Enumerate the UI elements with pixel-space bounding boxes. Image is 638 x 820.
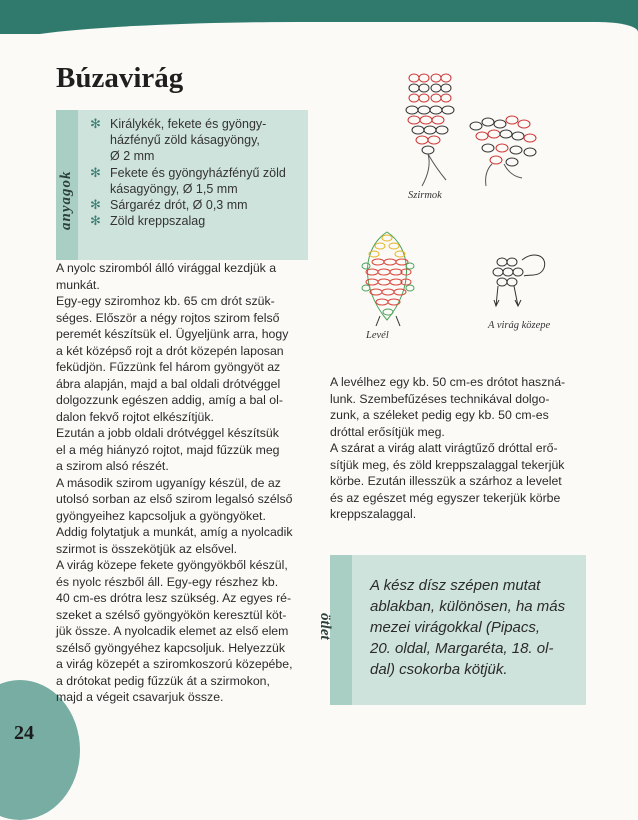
materials-item: [90, 116, 304, 165]
materials-line: Ø 2 mm: [110, 149, 155, 164]
petals-diagram: [392, 68, 552, 193]
center-caption: A virág közepe: [488, 320, 551, 331]
leaf-caption: Levél: [366, 330, 389, 341]
materials-line: Királykék, fekete és gyöngy-: [110, 117, 267, 131]
materials-line: Sárgaréz drót, Ø 0,3 mm: [110, 198, 248, 213]
materials-line: Fekete és gyöngyházfényű zöld: [110, 165, 286, 180]
instructions-right: [330, 374, 592, 523]
tip-line: mezei virágokkal (Pipacs,: [370, 619, 541, 636]
materials-line: házfényű zöld kásagyöngy,: [110, 133, 260, 148]
materials-item: [90, 213, 304, 229]
text-line: A nyolc sziromból álló virággal kezdjük a: [56, 261, 277, 275]
asterisk-icon: ✻: [90, 213, 101, 229]
text-line: utolsó sorban az első szirom legalsó szélső: [56, 492, 293, 506]
tip-line: 20. oldal, Margaréta, 18. ol-: [370, 640, 554, 657]
asterisk-icon: ✻: [90, 197, 101, 213]
materials-line: kásagyöngy, Ø 1,5 mm: [110, 181, 238, 196]
text-line: A levélhez egy kb. 50 cm-es drótot haszná-: [330, 375, 566, 389]
text-line: A szárat a virág alatt virágtűző dróttal erő-: [330, 441, 558, 455]
center-diagram: [478, 250, 558, 312]
text-line: majd a végeit csavarjuk össze.: [56, 690, 224, 704]
text-line: a virág közepét a sziromkoszorú közepébe,: [56, 657, 293, 671]
materials-item: [90, 165, 304, 197]
instructions-left: [56, 260, 318, 706]
tip-box: [317, 555, 586, 705]
text-line: munkát.: [56, 277, 100, 292]
text-line: feküdjön. Fűzzünk fel három gyöngyöt az: [56, 360, 281, 374]
text-line: a drótokat pedig fűzzük át a szirmokon,: [56, 673, 270, 688]
tip-side-strip: [317, 555, 352, 705]
petal-fringe-beads: [409, 74, 451, 102]
text-line: a két középső rojt a drót közepén laposan: [56, 343, 284, 358]
asterisk-icon: ✻: [90, 164, 101, 180]
materials-label: anyagok: [58, 170, 74, 230]
tip-text: [370, 575, 576, 680]
text-line: sítjük meg, és zöld kreppszalaggal tekerjük: [330, 457, 565, 472]
leaf-diagram: [352, 228, 422, 326]
text-line: peremét készítsük el. Ügyeljünk arra, hogy: [56, 327, 289, 341]
text-line: ábra alapján, majd a bal oldali drótvéggel: [56, 376, 281, 391]
text-line: szélső gyöngyéhez kapcsoljuk. Helyezzük: [56, 640, 285, 655]
text-line: dolgozzunk egészen addig, amíg a bal ol-: [56, 393, 283, 407]
text-line: Addig folytatjuk a munkát, amíg a nyolcadik: [56, 525, 293, 539]
text-line: séges. Először a négy rojtos szirom felső: [56, 310, 280, 325]
text-line: dróttal erősítjük meg.: [330, 424, 445, 439]
text-line: zunk, a széleket pedig egy kb. 50 cm-es: [330, 408, 549, 422]
page-title: Búzavirág: [56, 62, 184, 94]
materials-line: Zöld kreppszalag: [110, 214, 206, 229]
text-line: körbe. Ezután illesszük a szárhoz a levelet: [330, 474, 562, 488]
text-line: jük össze. A nyolcadik elemet az első elem: [56, 624, 289, 638]
page-number: 24: [14, 722, 34, 744]
materials-item: [90, 197, 304, 213]
tip-line: ablakban, különösen, ha más: [370, 598, 566, 615]
materials-box: [56, 110, 308, 260]
petal-second-beads: [470, 116, 536, 166]
text-line: és nyolc részből áll. Egy-egy részhez kb.: [56, 574, 279, 589]
tip-label: ötlet: [317, 613, 333, 640]
tip-line: A kész dísz szépen mutat: [370, 577, 541, 594]
text-line: dalon fekvő rojtot elkészítjük.: [56, 409, 214, 424]
text-line: A virág közepe fekete gyöngyökből készül,: [56, 558, 288, 572]
materials-side-strip: [56, 110, 78, 260]
asterisk-icon: ✻: [90, 116, 101, 131]
text-line: 40 cm-es drótra lesz szükség. Az egyes ré-: [56, 591, 292, 605]
petal-body-beads: [406, 106, 454, 154]
text-line: Ezután a jobb oldali drótvéggel készítsük: [56, 426, 279, 440]
text-line: és az egészet még egyszer tekerjük körbe: [330, 490, 561, 505]
text-line: szeket a szélső gyöngyökön keresztül köt-: [56, 607, 287, 622]
text-line: A második szirom ugyanígy készül, de az: [56, 475, 281, 490]
text-line: gyöngyeihez kapcsoljuk a gyöngyöket.: [56, 508, 266, 523]
text-line: kreppszalaggal.: [330, 507, 417, 521]
text-line: lunk. Szembefűzéses technikával dolgo-: [330, 391, 550, 406]
petals-caption: Szirmok: [408, 190, 442, 201]
materials-list: [90, 116, 304, 229]
text-line: a szirom alsó részét.: [56, 459, 169, 473]
text-line: el a még hiányzó rojtot, majd fűzzük meg: [56, 442, 280, 457]
text-line: Egy-egy sziromhoz kb. 65 cm drót szük-: [56, 294, 275, 308]
text-line: szirmot is összekötjük az elsővel.: [56, 541, 238, 556]
tip-line: dal) csokorba kötjük.: [370, 661, 508, 678]
